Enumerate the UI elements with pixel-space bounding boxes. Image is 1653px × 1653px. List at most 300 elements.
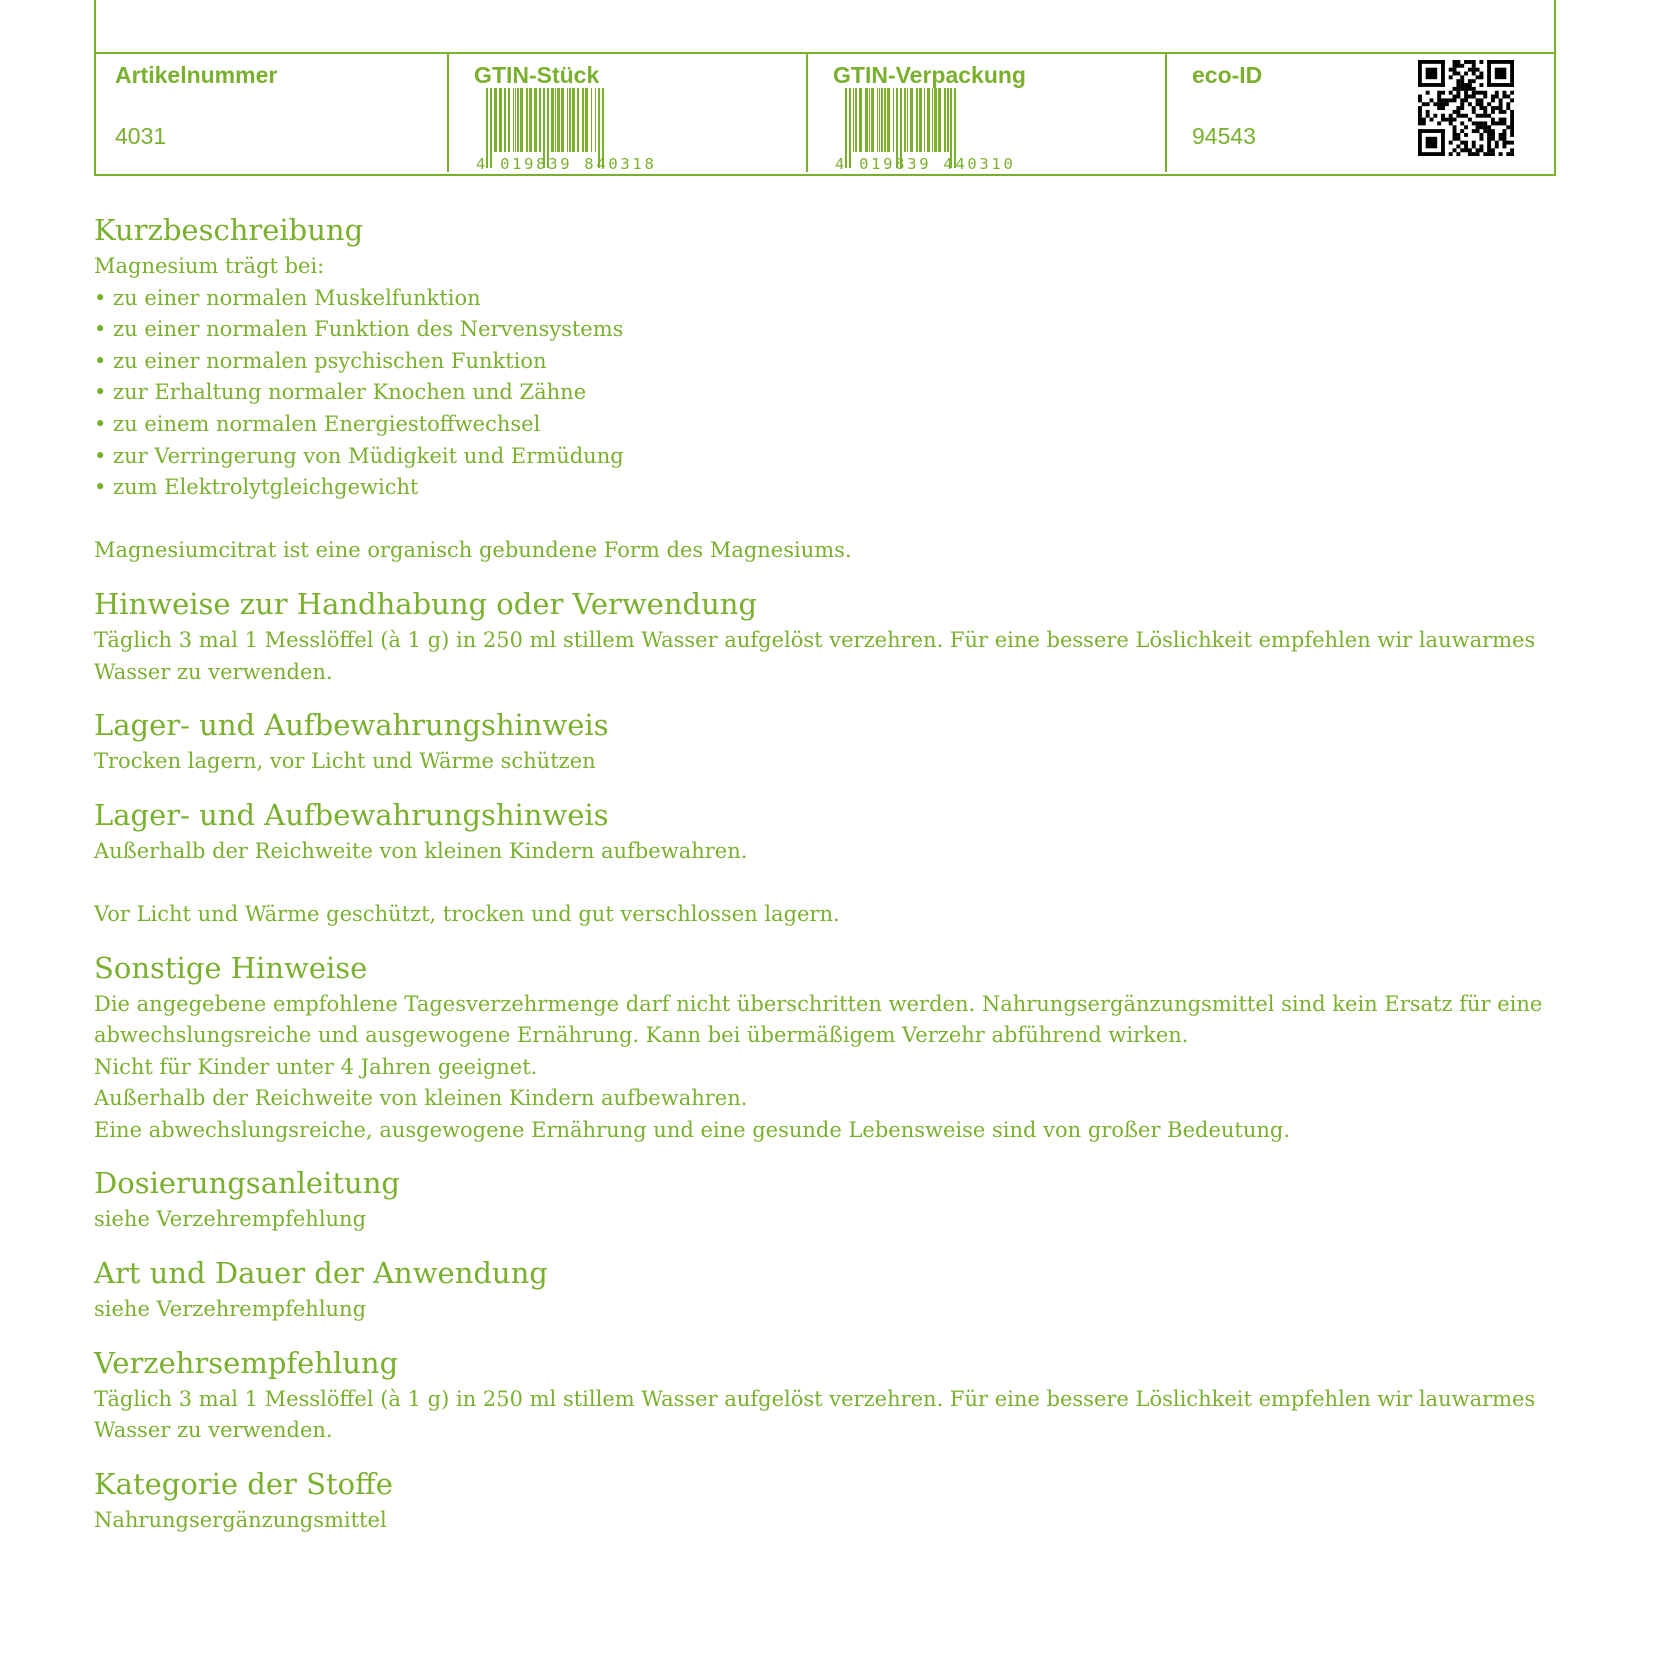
qr-module (1453, 72, 1457, 76)
qr-module (1449, 75, 1453, 79)
qr-module (1468, 60, 1472, 64)
barcode-bar (526, 88, 528, 152)
qr-module (1499, 110, 1503, 114)
product-details (94, 212, 1554, 1555)
gtin-verpackung-barcode (833, 88, 1015, 172)
section (94, 1255, 1554, 1326)
qr-module (1491, 118, 1495, 122)
qr-module (1464, 148, 1468, 152)
qr-module (1453, 129, 1457, 133)
qr-module (1464, 60, 1468, 64)
qr-module (1464, 91, 1468, 95)
qr-module (1422, 102, 1426, 106)
qr-module (1510, 129, 1514, 133)
qr-module (1418, 98, 1422, 102)
section-heading: Lager- und Aufbewahrungshinweis (94, 797, 609, 832)
qr-module (1468, 87, 1472, 91)
barcode-bar (859, 88, 862, 152)
barcode-bar (904, 88, 906, 152)
qr-module (1476, 129, 1480, 133)
barcode-bar (567, 88, 568, 152)
qr-module (1449, 68, 1453, 72)
qr-module (1476, 148, 1480, 152)
barcode-bar (924, 88, 925, 152)
qr-module (1460, 129, 1464, 133)
column-divider (447, 54, 449, 172)
barcode-bar (879, 88, 880, 152)
qr-module (1491, 95, 1495, 99)
section-text: siehe Verzehrempfehlung (94, 1297, 367, 1322)
column-divider (1165, 54, 1167, 172)
qr-module (1460, 106, 1464, 110)
qr-module (1472, 144, 1476, 148)
section-text: Magnesium trägt bei: • zu einer normalen Muskelfunktion • zu einer normalen Funktion des Nervensystems • zu einer normalen psychischen Funktion • zur Erhaltung normaler Knochen und Zähne • zu einem normalen Energiestoffwechsel • zur Verringerung von Müdigkeit und Ermüdung • zum Elektrolytgleichgewicht (94, 254, 624, 500)
gtin-stueck-digits: 4 019839 840318 (476, 155, 656, 172)
qr-module (1510, 125, 1514, 129)
qr-module (1491, 98, 1495, 102)
barcode-bar (887, 88, 890, 152)
qr-module (1441, 106, 1445, 110)
section-heading: Kurzbeschreibung (94, 213, 364, 247)
qr-module (1449, 98, 1453, 102)
qr-module (1487, 114, 1491, 118)
qr-module (1441, 98, 1445, 102)
qr-module (1449, 152, 1453, 156)
section-heading: Hinweise zur Handhabung oder Verwendung (94, 586, 758, 621)
barcode-bar (534, 88, 537, 152)
qr-module (1464, 144, 1468, 148)
qr-module (1483, 91, 1487, 95)
qr-module (1479, 133, 1483, 137)
qr-module (1491, 129, 1495, 133)
barcode-bar (504, 88, 506, 152)
section (94, 1466, 1554, 1537)
qr-module (1502, 137, 1506, 141)
barcode-bar (572, 88, 575, 152)
qr-module (1468, 79, 1472, 83)
qr-module (1456, 137, 1460, 141)
qr-module (1472, 64, 1476, 68)
qr-module (1495, 144, 1499, 148)
qr-module (1479, 72, 1483, 76)
section-heading: Art und Dauer der Anwendung (94, 1256, 548, 1291)
qr-module (1479, 102, 1483, 106)
section (94, 1165, 1554, 1236)
qr-module (1460, 141, 1464, 145)
qr-module (1468, 148, 1472, 152)
qr-module (1472, 60, 1476, 64)
qr-module (1495, 106, 1499, 110)
barcode-bar (591, 88, 592, 152)
qr-module (1464, 83, 1468, 87)
qr-module (1487, 137, 1491, 141)
qr-module (1441, 102, 1445, 106)
qr-module (1464, 125, 1468, 129)
qr-module (1445, 118, 1449, 122)
qr-module (1506, 152, 1510, 156)
qr-finder (1418, 152, 1445, 156)
qr-module (1479, 148, 1483, 152)
qr-module (1491, 106, 1495, 110)
qr-module (1437, 98, 1441, 102)
qr-finder (1418, 129, 1422, 156)
qr-finder (1487, 60, 1514, 64)
qr-module (1441, 91, 1445, 95)
qr-module (1499, 106, 1503, 110)
qr-module (1460, 114, 1464, 118)
qr-module (1472, 110, 1476, 114)
barcode-bar (916, 88, 918, 152)
qr-module (1472, 106, 1476, 110)
qr-module (1479, 106, 1483, 110)
artikelnummer-label: Artikelnummer (115, 62, 278, 88)
barcode-bar (557, 88, 560, 152)
qr-module (1456, 72, 1460, 76)
qr-module (1483, 129, 1487, 133)
qr-module (1510, 98, 1514, 102)
qr-module (1510, 133, 1514, 137)
qr-module (1453, 98, 1457, 102)
qr-module (1418, 95, 1422, 99)
qr-module (1460, 83, 1464, 87)
qr-module (1418, 118, 1422, 122)
qr-finder (1510, 60, 1514, 87)
qr-module (1456, 60, 1460, 64)
section (94, 212, 1554, 567)
barcode-bar (513, 88, 514, 152)
qr-module (1453, 87, 1457, 91)
qr-module (1456, 79, 1460, 83)
eco-id-value: 94543 (1192, 123, 1256, 149)
qr-module (1433, 114, 1437, 118)
qr-module (1418, 114, 1422, 118)
qr-module (1437, 121, 1441, 125)
qr-module (1456, 133, 1460, 137)
qr-module (1433, 102, 1437, 106)
qr-module (1502, 141, 1506, 145)
barcode-bar (871, 88, 874, 152)
qr-module (1472, 141, 1476, 145)
qr-module (1502, 110, 1506, 114)
qr-module (1476, 68, 1480, 72)
qr-module (1441, 118, 1445, 122)
section (94, 707, 1554, 778)
qr-module (1476, 98, 1480, 102)
barcode-bar (585, 88, 588, 152)
qr-module (1506, 95, 1510, 99)
qr-finder (1418, 129, 1445, 133)
qr-module (1430, 98, 1434, 102)
qr-module (1445, 102, 1449, 106)
barcode-bar (893, 88, 894, 152)
qr-code-icon (1418, 60, 1514, 156)
qr-module (1460, 87, 1464, 91)
qr-module (1441, 114, 1445, 118)
qr-module (1510, 148, 1514, 152)
qr-module (1418, 121, 1422, 125)
barcode-bar (551, 88, 554, 152)
qr-module (1479, 114, 1483, 118)
barcode-bar (884, 88, 886, 152)
qr-module (1479, 83, 1483, 87)
qr-module (1476, 75, 1480, 79)
qr-module (1487, 144, 1491, 148)
qr-module (1487, 133, 1491, 137)
qr-module (1456, 114, 1460, 118)
gtin-stueck-label: GTIN-Stück (474, 62, 600, 88)
qr-finder (1426, 68, 1438, 80)
qr-module (1460, 75, 1464, 79)
qr-module (1464, 141, 1468, 145)
barcode-bar (555, 88, 556, 152)
barcode-bar (855, 88, 857, 152)
section-text: Die angegebene empfohlene Tagesverzehrmenge darf nicht überschritten werden. Nahrungsergänzungsmittel sind kein Ersatz für eine abwechslungsreiche und ausgewogene Ernährung. Kann bei übermäßigem Verzehr abführend wirken. Nicht für Kinder unter 4 Jahren geeignet. Außerhalb der Reichweite von kleinen Kindern aufbewahren. Eine abwechslungsreiche, ausgewogene Ernährung und eine gesunde Lebensweise sind von großer Bedeutung. (94, 991, 1543, 1142)
section (94, 1345, 1554, 1447)
qr-module (1510, 121, 1514, 125)
section-text: Magnesiumcitrat ist eine organisch gebundene Form des Magnesiums. (94, 538, 852, 563)
section-heading: Verzehrsempfehlung (94, 1345, 399, 1380)
qr-module (1487, 152, 1491, 156)
barcode-bar (881, 88, 883, 152)
section-heading: Kategorie der Stoffe (94, 1466, 393, 1501)
barcode-bar (517, 88, 519, 152)
artikelnummer-value: 4031 (115, 123, 167, 149)
qr-module (1495, 141, 1499, 145)
qr-module (1456, 64, 1460, 68)
qr-module (1456, 83, 1460, 87)
barcode-bar (938, 88, 941, 152)
qr-module (1487, 125, 1491, 129)
qr-module (1502, 118, 1506, 122)
qr-module (1491, 152, 1495, 156)
qr-module (1464, 98, 1468, 102)
product-id-table (94, 0, 1556, 176)
qr-finder (1418, 60, 1445, 64)
barcode-bar (520, 88, 523, 152)
barcode-bar (932, 88, 933, 152)
qr-module (1495, 91, 1499, 95)
qr-module (1472, 152, 1476, 156)
qr-finder (1487, 83, 1514, 87)
qr-module (1445, 98, 1449, 102)
qr-module (1491, 133, 1495, 137)
qr-module (1456, 106, 1460, 110)
qr-finder (1426, 137, 1438, 149)
qr-module (1502, 129, 1506, 133)
gtin-verpackung-label: GTIN-Verpackung (833, 62, 1026, 88)
barcode-bar (853, 88, 854, 152)
barcode-bar (944, 88, 946, 152)
qr-module (1487, 141, 1491, 145)
qr-module (1472, 68, 1476, 72)
section-text: Vor Licht und Wärme geschützt, trocken und gut verschlossen lagern. (94, 901, 840, 926)
qr-module (1506, 141, 1510, 145)
section (94, 586, 1554, 688)
qr-module (1476, 152, 1480, 156)
qr-module (1453, 137, 1457, 141)
qr-module (1453, 110, 1457, 114)
qr-module (1510, 91, 1514, 95)
qr-module (1453, 68, 1457, 72)
qr-module (1437, 91, 1441, 95)
qr-module (1476, 91, 1480, 95)
section-text: Täglich 3 mal 1 Messlöffel (à 1 g) in 250 ml stillem Wasser aufgelöst verzehren. Für eine bessere Löslichkeit empfehlen wir lauwarmes Wasser zu verwenden. (94, 627, 1536, 684)
barcode-bar (869, 88, 870, 152)
qr-module (1506, 106, 1510, 110)
barcode-bar (927, 88, 930, 152)
barcode-bar (515, 88, 516, 152)
barcode-bar (577, 88, 579, 152)
qr-module (1499, 102, 1503, 106)
qr-module (1491, 110, 1495, 114)
qr-module (1502, 121, 1506, 125)
qr-module (1456, 110, 1460, 114)
barcode-bar (569, 88, 571, 152)
qr-module (1464, 87, 1468, 91)
qr-module (1479, 60, 1483, 64)
section-text: Nahrungsergänzungsmittel (94, 1507, 387, 1532)
qr-module (1499, 133, 1503, 137)
barcode-bar (595, 88, 596, 152)
qr-module (1460, 148, 1464, 152)
section-heading: Lager- und Aufbewahrungshinweis (94, 708, 609, 743)
qr-module (1460, 98, 1464, 102)
qr-module (1479, 137, 1483, 141)
qr-module (1437, 106, 1441, 110)
qr-module (1456, 95, 1460, 99)
qr-module (1426, 110, 1430, 114)
qr-module (1502, 95, 1506, 99)
qr-module (1510, 114, 1514, 118)
qr-module (1499, 121, 1503, 125)
qr-module (1453, 125, 1457, 129)
qr-module (1468, 102, 1472, 106)
qr-module (1468, 152, 1472, 156)
qr-finder (1418, 83, 1445, 87)
qr-module (1453, 95, 1457, 99)
qr-module (1483, 110, 1487, 114)
qr-finder (1418, 60, 1422, 87)
qr-module (1456, 87, 1460, 91)
qr-module (1479, 91, 1483, 95)
section-text: Außerhalb der Reichweite von kleinen Kindern aufbewahren. (94, 838, 748, 863)
barcode-bar (582, 88, 584, 152)
qr-module (1453, 133, 1457, 137)
qr-module (1472, 121, 1476, 125)
section (94, 797, 1554, 931)
qr-module (1456, 91, 1460, 95)
qr-module (1464, 72, 1468, 76)
qr-module (1464, 133, 1468, 137)
gtin-verpackung-digits: 4 019839 440310 (835, 155, 1015, 172)
qr-module (1464, 114, 1468, 118)
qr-module (1495, 95, 1499, 99)
qr-module (1456, 152, 1460, 156)
column-divider (806, 54, 808, 172)
section-text: siehe Verzehrempfehlung (94, 1207, 367, 1232)
qr-module (1479, 144, 1483, 148)
qr-module (1499, 98, 1503, 102)
qr-module (1449, 141, 1453, 145)
qr-module (1487, 148, 1491, 152)
qr-module (1510, 118, 1514, 122)
qr-module (1510, 141, 1514, 145)
qr-module (1476, 125, 1480, 129)
barcode-bar (539, 88, 541, 152)
qr-module (1426, 102, 1430, 106)
qr-module (1472, 72, 1476, 76)
qr-module (1483, 114, 1487, 118)
qr-module (1476, 114, 1480, 118)
qr-module (1464, 95, 1468, 99)
qr-module (1430, 118, 1434, 122)
qr-module (1453, 148, 1457, 152)
section-heading: Dosierungsanleitung (94, 1166, 400, 1201)
qr-module (1460, 64, 1464, 68)
qr-module (1422, 121, 1426, 125)
qr-module (1422, 118, 1426, 122)
qr-module (1472, 91, 1476, 95)
qr-module (1483, 121, 1487, 125)
qr-finder (1495, 68, 1507, 80)
qr-module (1499, 152, 1503, 156)
barcode-bar (865, 88, 868, 152)
gtin-stueck-barcode (474, 88, 656, 172)
qr-module (1460, 79, 1464, 83)
qr-module (1491, 121, 1495, 125)
qr-finder (1441, 129, 1445, 156)
barcode-bar (919, 88, 922, 152)
qr-module (1472, 129, 1476, 133)
qr-module (1491, 137, 1495, 141)
qr-module (1456, 144, 1460, 148)
qr-module (1502, 91, 1506, 95)
qr-module (1437, 102, 1441, 106)
qr-module (1453, 118, 1457, 122)
barcode-bar (934, 88, 937, 152)
qr-module (1472, 79, 1476, 83)
qr-module (1479, 75, 1483, 79)
qr-module (1483, 95, 1487, 99)
qr-module (1418, 110, 1422, 114)
qr-module (1510, 152, 1514, 156)
barcode-bar (910, 88, 913, 152)
qr-module (1418, 106, 1422, 110)
qr-module (1426, 91, 1430, 95)
qr-module (1487, 129, 1491, 133)
barcode-bar (494, 88, 497, 152)
qr-module (1479, 121, 1483, 125)
qr-module (1483, 125, 1487, 129)
barcode-bar (907, 88, 908, 152)
section-text: Täglich 3 mal 1 Messlöffel (à 1 g) in 250 ml stillem Wasser aufgelöst verzehren. Für eine bessere Löslichkeit empfehlen wir lauwarmes Wasser zu verwenden. (94, 1386, 1536, 1443)
qr-module (1468, 95, 1472, 99)
qr-module (1468, 83, 1472, 87)
qr-module (1449, 121, 1453, 125)
barcode-bar (499, 88, 502, 152)
qr-module (1510, 110, 1514, 114)
qr-module (1483, 106, 1487, 110)
section-text: Trocken lagern, vor Licht und Wärme schützen (94, 749, 596, 774)
qr-module (1460, 102, 1464, 106)
barcode-bar (561, 88, 564, 152)
qr-module (1437, 95, 1441, 99)
qr-module (1476, 121, 1480, 125)
qr-module (1449, 91, 1453, 95)
qr-module (1476, 102, 1480, 106)
qr-finder (1441, 60, 1445, 87)
barcode-bar (947, 88, 949, 152)
